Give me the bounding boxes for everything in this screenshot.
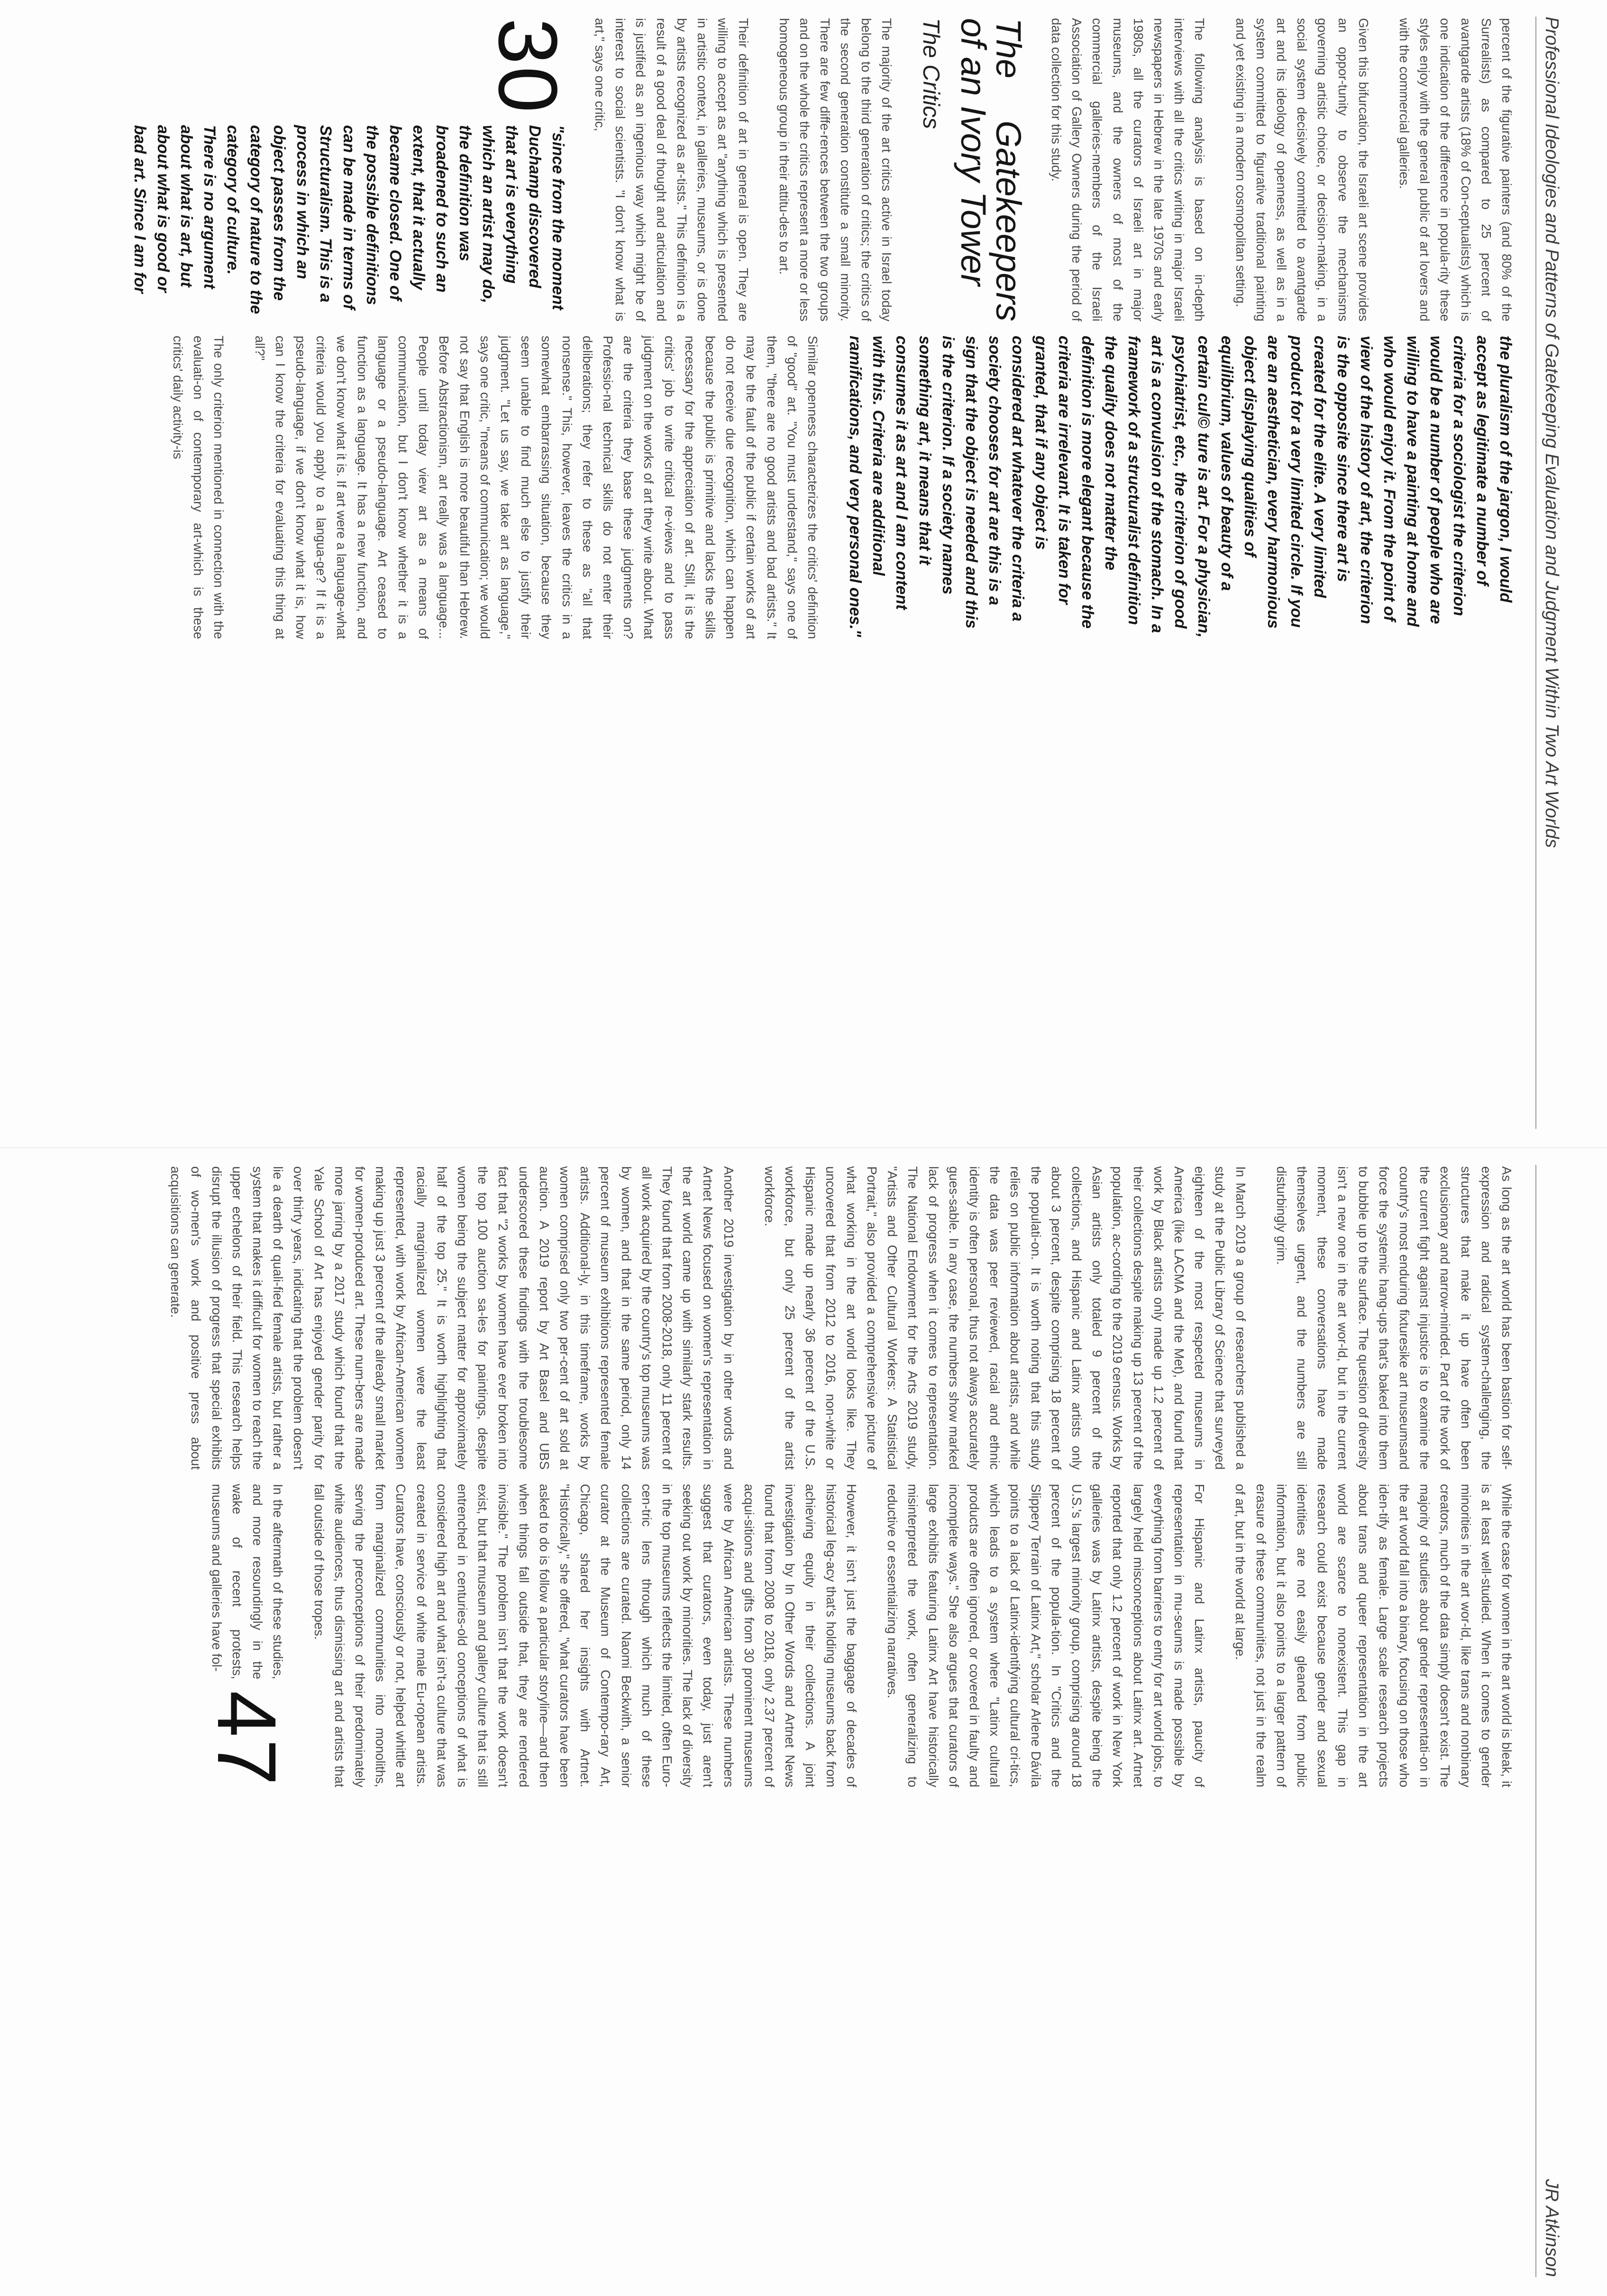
paragraph: In March 2019 a group of researchers published a study at the Public Library of Science that surveyed eighteen of the most respected museums in America (like LACMA and the Met), and found that work by Black artists only made up 1.2 percent of their collections despite making up 13 percent of the population, ac-cording to the 2019 census. Works by Asian artists only totaled 9 percent of the collections, and Hispanic and Latinx artists only about 3 percent, despite comprising 18 percent of the populati-on. It is worth noting that this study relies on public information about artists, and while the data was peer reviewed, racial and ethnic identity is often personal, thus not always accurately gues-sable. In any case, the numbers show marked lack of progress when it comes to representation. The National Endowment for the Arts 2019 study, "Artists and Other Cultural Workers: A Statistical Portrait," also provided a comprehensive picture of what working in the art world looks like. They uncovered that from 2012 to 2016, non-white or Hispanic made up nearly 36 percent of the U.S. workforce, but only 25 percent of the artist workforce. — [762, 1166, 1248, 1470]
paragraph: Given this bifurcation, the Israeli art scene provides an oppor-tunity to observe the mechanisms governing artistic choice, or decision-making, in a social system decisively committed to avantgarde art and its ideology of openness, as well as in a system committed to figurative traditional painting and yet existing in a modern cosmopolitan setting. — [1233, 18, 1371, 321]
paragraph: Another 2019 investigation by in other words and Artnet News focused on women's representation in the art world came up with similarly stark results. They found that from 2008-2018, only 11 percent of all work acquired by the country's top museums was by women, and that in the same period, only 14 percent of museum exhibitions represented female artists. Additional-ly, in this timeframe, works by women comprised only two per-cent of art sold at auction. A 2019 report by Art Basel and UBS underscored these findings with the troublesome fact that "2 works by women have ever broken into the top 100 auction sa-les for paintings, despite women being the subject matter for approximately half of the top 25." It is worth highlighting that racially marginalized women were the least represented, with work by African-American women making up just 3 percent of the already small market for women-produced art. These num-bers are made more jarring by a 2017 study which found that the Yale School of Art has enjoyed gender parity for over thirty years, indicating that the problem doesn't lie a dearth of quali-fied female artists, but rather a system that makes it difficult for women to reach the upper echelons of their field. This research helps disrupt the illusion of progress that special exhibits of wo-men's work and positive press about acquisitions can generate. — [168, 1166, 736, 1470]
paragraph: The following analysis is based on in-depth interviews with all the critics writing in major Israeli newspapers in Hebrew in the late 1970s and early 1980s, all the curators of Israeli art in major museums, and the owners of most of the commercial galleries-members of the Israeli Association of Gallery Owners during the period of data collection for this study. — [1049, 18, 1207, 321]
paragraph: For Hispanic and Latinx artists, paucity of representation in mu-seums is made possible by everything from barriers to entry for art world jobs, to largely held misconceptions about Latinx art. Artnet reported that only 1.2 percent of work in New York galleries was by Latinx artists, despite being the U.S.'s largest minority group, comprising around 18 percent of the popula-tion. In "Critics and the Slippery Terrain of Latinx Art," scholar Arlene Dávila points to a lack of Latinx-identifying cultural cri-tics, which leads to a system where "Latinx cultural products are often ignored, or covered in faulty and incomplete ways." She also argues that curators of large exhibits featuring Latinx Art have historically misinterpreted the work, often generalizing to reductive or essentializing narratives. — [885, 1484, 1207, 1787]
text-column-left — [145, 1166, 1517, 1470]
text-column-right — [147, 336, 1517, 639]
paragraph: As long as the art world has been bastion for self-expression and radical system-challenging, the structures that make it up have often been exclusionary and narrow-minded. Part of the work of the current fight against injustice is to examine the country's most enduring fixturesike art museumsand force the systemic hang-ups that's baked into them to bubble up to the surface. The question of diversity isn't a new one in the art wor-ld, but in the current moment, these conversations have made themselves urgent, and the numbers are still disturbingly grim. — [1274, 1166, 1514, 1470]
running-head: Professional Ideologies and Patterns of Gatekeeping Evaluation and Judgment Within Two Art Worlds — [1535, 17, 1561, 1129]
quote-block: the pluralism of the jargon, I would accept as legitimate a number of criteria for a sociologist the criterion would be a number of people who are willing to have a painting at home and who would enjoy it. From the point of view of the history of art, the criterion is the opposite since there art is created for the elite. A very limited product for a very limited circle. If you are an aesthetician, every harmonious object displaying qualities of equilibrium, values of beauty of a certain cul© ture is art. For a physician, psychiatrist, etc., the criterion of good art is a convulsion of the stomach. In a framework of a structuralist definition the quality does not matter the definition is more elegant because the criteria are irrelevant. It is taken for granted, that if any object is considered art whatever the criteria a society chooses for art are this is a sign that the object is needed and this is the criterion. If a society names something art, it means that it consumes it as art and I am content with this. Criteria are additional ramifications, and very personal ones." — [846, 336, 1515, 638]
section-title: The Gatekeepers of an Ivory Tower — [953, 18, 1028, 321]
page-47-content — [0, 1148, 1607, 2296]
paragraph: In the aftermath of these studies, and more resoundingly in the wake of recent protests, museums and galleries have fol- — [209, 1484, 286, 1680]
page-number: 30 — [481, 18, 574, 115]
paragraph: The only criterion mentioned in connection with the evaluati-on of contemporary art-which is these critics' daily activity-is — [170, 336, 227, 639]
book-page-47 — [0, 1148, 1607, 2296]
paragraph: While the case for women in the art world is bleak, it is at least well-studied. When it comes to gender minorities in the art wor-ld, like trans and nonbinary creators, much of the data simply doesn't exist. The majority of studies about gender representati-on in the art world fall into a binary, focusing on those who iden-tify as female. Large scale research projects about trans and queer representation in the art world are scarce to nonexistent. This gap in research could exist because gender and sexual identities are not easily gleaned from public information, but it also points to a larger pattern of erasure of these communities, not just in the realm of art, but in the world at large. — [1233, 1484, 1514, 1787]
page-number: 47 — [200, 1691, 293, 1787]
paragraph: Their definition of art in general is open. They are willing to accept as art "anything which is presented in artistic context, in galleries, museums, or is done by artists recognized as ar-tists." This definition is a result of a good deal of thought and articulation and is justified as an ingenious way which might be of interest to social scientists. "I don't know what is art," says one critic, — [593, 18, 751, 321]
text-column-left — [128, 18, 1517, 321]
text-column-right — [200, 1484, 1517, 1787]
paragraph: The majority of the art critics active in Israel today belong to the third generation of critics; the critics of the second generation constitute a small minority. There are few diffe-rences between the two groups and on the whole the critics represent a more or less homogeneous group in their attitu-des to art. — [776, 18, 894, 321]
pull-quote: "since from the moment Duchamp discovered that art is everything which an artist may do, the definition was broadened to such an extent, that it actually became closed. One of the possible definitions can be made in terms of Structuralism. This is a process in which an object passes from the category of nature to the category of culture. There is no argument about what is art, but about what is good or bad art. Since I am for — [130, 125, 567, 314]
closing-row — [200, 1484, 293, 1787]
paragraph: percent of the figurative painters (and 80% of the Surrealists) as compared to 25 percent of avantgarde artists (18% of Con-ceptualists) which is one indication of the difference in popula-rity these styles enjoy with the general public of art lovers and with the commercial galleries. — [1397, 18, 1514, 321]
running-head: JR Atkinson — [1535, 1165, 1561, 2277]
paragraph: Similar openness characterizes the critics' definition of "good" art. "You must understand," says one of them, "there are no good artists and bad artists." It may be the fault of the public if certain works of art do not receive due recognition, which can happen because the public is primitive and lacks the skills necessary for the appreciation of art. Still, it is the critics' job to write critical re-views and to pass judgment on the works of art they write about. What are the criteria they base these judgments on? Professio-nal technical skills do not enter their deliberations; they refer to these as "all that nonsense." This, however, leaves the critics in a somewhat embarrassing situation, because they seem unable to find much else to justify their judgment. "Let us say, we take art as language," says one critic, "means of communication; we would not say that English is more beautiful than Hebrew. Before Abstractionism, art really was a language... People until today view art as a means of communication, but I don't know whether it is a language or a pseudo-language. Art ceased to function as a language. It has a new function, and we don't know what it is. If art were a language-what criteria would you apply to a langua-ge? If it is a pseudo-language, if we don't know what it is, how can I know the criteria for evaluating this thing at all?" — [252, 336, 820, 639]
section-subtitle: The Critics — [918, 18, 944, 129]
pullquote-row — [128, 18, 574, 321]
paragraph: However, it isn't just the baggage of decades of historical leg-acy that's holding museums back from achieving equity in their collections. A joint investigation by In Other Words and Artnet News found that from 2008 to 2018, only 2.37 percent of acqui-sitions and gifts from 30 prominent museums were by African American artists. These numbers suggest that curators, even today, just aren't seeking out work by minorities. The lack of diversity in the top museums reflects the limited, often Euro-cen-tric lens through which much of these collections are curated. Naomi Beckwith, a senior curator at the Museum of Contempo-rary Art, Chicago, shared her insights with Artnet. "Historically," she offered, "what curators have been asked to do is follow a particular storyline—and then when things fall outside that, they are rendered invisible." The problem isn't that the work doesn't exist, but that museum and gallery culture that is still entrenched in centuries-old conceptions of what is considered high art and what isn't-a culture that was created in service of white male Eu-ropean artists. Curators have, consciously or not, helped whittle art from marginalized communities into monoliths, serving the preconceptions of their predominately white audiences, thus dismissing art and artists that fall outside of those tropes. — [311, 1484, 859, 1787]
